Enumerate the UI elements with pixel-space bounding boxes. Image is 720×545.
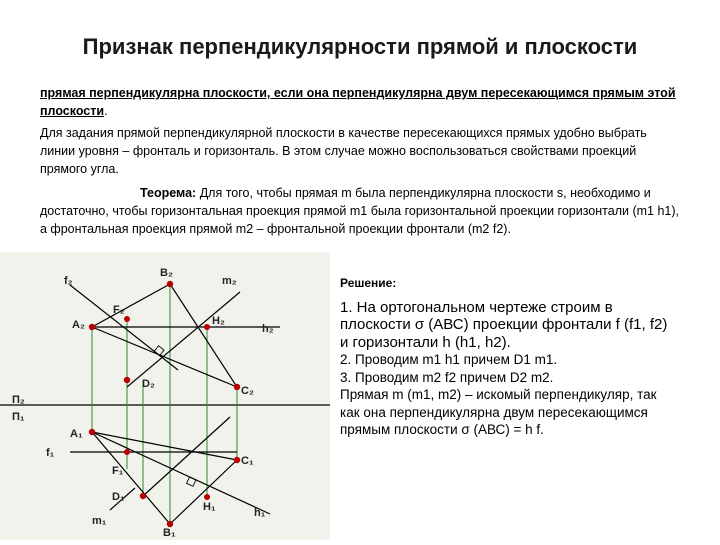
label-f2-point: F₂ bbox=[113, 304, 125, 316]
label-d1: D₁ bbox=[112, 491, 125, 503]
orthogonal-drawing bbox=[0, 252, 330, 540]
label-h1-point: H₁ bbox=[203, 501, 216, 513]
level-lines-paragraph: Для задания прямой перпендикулярной плоскости в качестве пересекающихся прямых удобно выбрать линии уровня – фронталь и горизонталь. В этом случае можно воспользоваться свойствами проекций прямого угла. bbox=[40, 126, 647, 176]
theorem-label: Теорема: bbox=[140, 186, 197, 200]
solution-heading: Решение: bbox=[340, 276, 397, 290]
point-c2 bbox=[234, 384, 240, 390]
intro-period: . bbox=[104, 104, 108, 118]
theorem-indent bbox=[40, 186, 140, 200]
label-h2: h₂ bbox=[262, 323, 274, 335]
label-h1: h₁ bbox=[254, 507, 266, 519]
page-title: Признак перпендикулярности прямой и плоскости bbox=[82, 34, 638, 59]
point-d2 bbox=[124, 377, 130, 383]
theorem-paragraph bbox=[40, 184, 680, 238]
drawing-background bbox=[0, 252, 330, 540]
solution-step-1: 1. На ортогональном чертеже строим в плоскости σ (АВС) проекции фронтали f (f1, f2) и горизонтали h (h1, h2). bbox=[340, 298, 668, 351]
label-a1: A₁ bbox=[70, 428, 83, 440]
point-c1 bbox=[234, 457, 240, 463]
label-f1: f₁ bbox=[46, 447, 55, 459]
label-b1: B₁ bbox=[163, 527, 176, 539]
intro-definition: прямая перпендикулярна плоскости, если она перпендикулярна двум пересекающимся прямым этой плоскости bbox=[40, 86, 676, 118]
label-f1-point: F₁ bbox=[112, 465, 124, 477]
point-f2 bbox=[124, 316, 130, 322]
label-f2: f₂ bbox=[64, 275, 73, 287]
solution-step-2: 2. Проводим m1 h1 причем D1 m1. bbox=[340, 352, 558, 367]
point-a2 bbox=[89, 324, 95, 330]
solution-conclusion: Прямая m (m1, m2) – искомый перпендикуляр, так как она перпендикулярна двум пересекающимся прямым плоскости σ (АВС) = h f. bbox=[340, 387, 657, 437]
point-d1 bbox=[140, 493, 146, 499]
label-b2: B₂ bbox=[160, 267, 173, 279]
point-b2 bbox=[167, 281, 173, 287]
label-a2: A₂ bbox=[72, 319, 85, 331]
theorem-text: Для того, чтобы прямая m была перпендикулярна плоскости s, необходимо и достаточно, чтобы горизонтальная проекция прямой m1 была горизонтальной проекции горизонтали (m1 h1), а фронтальная проекция прямой m2 – фронтальной проекции фронтали (m2 f2). bbox=[40, 186, 679, 236]
drawing-svg bbox=[0, 252, 330, 540]
label-c2: C₂ bbox=[241, 385, 254, 397]
solution-step-3: 3. Проводим m2 f2 причем D2 m2. bbox=[340, 369, 554, 385]
label-h2-point: H₂ bbox=[212, 315, 225, 327]
label-c1: C₁ bbox=[241, 455, 254, 467]
solution-block bbox=[340, 275, 670, 439]
point-f1 bbox=[124, 449, 130, 455]
label-p1: П₁ bbox=[12, 411, 25, 423]
label-p2: П₂ bbox=[12, 394, 25, 406]
point-h1 bbox=[204, 494, 210, 500]
label-m2: m₂ bbox=[222, 275, 237, 287]
point-a1 bbox=[89, 429, 95, 435]
label-d2: D₂ bbox=[142, 378, 155, 390]
point-h2 bbox=[204, 324, 210, 330]
label-m1: m₁ bbox=[92, 515, 107, 527]
intro-paragraph bbox=[40, 84, 680, 120]
